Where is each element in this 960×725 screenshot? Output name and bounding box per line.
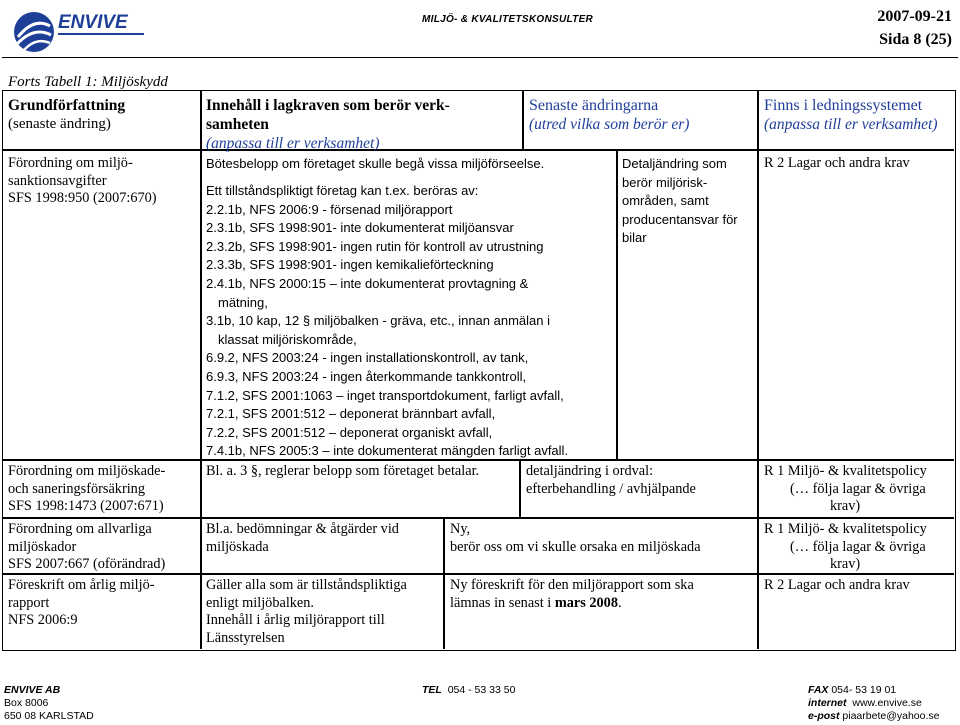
brand-tagline: MILJÖ- & KVALITETSKONSULTER [422,14,594,25]
content-cell: Ett tillståndspliktigt företag kan t.ex. beröras av: 2.2.1b, NFS 2006:9 - försenad miljörapport 2.3.1b, SFS 1998:901- inte dokumenterat miljöansvar 2.3.2b, SFS 1998:901- ingen rutin för kontroll av utrustning 2.3.3b, SFS 1998:901- ingen kemikalieförteckning 2.4.1b, NFS 2000:15 – inte dokumenterat provtagning & mätning, 3.1b, 10 kap, 12 § miljöbalken - gräva, etc., innan anmälan i klassat miljöriskområde, 6.9.2, NFS 2003:24 - ingen installationskontroll, av tank, 6.9.3, NFS 2003:24 - ingen återkommande tankkontroll, 7.1.2, SFS 2001:1063 – inget transportdokument, farligt avfall, 7.2.1, SFS 2001:512 – deponerat brännbart avfall, 7.2.2, SFS 2001:512 – deponerat organiskt avfall, 7.4.1b, NFS 2005:3 – inte dokumenterat mängden farligt avfall. [206,183,569,459]
page-number: Sida 8 (25) [879,31,952,48]
column-divider [519,459,521,517]
column-header-system: Finns i ledningssystemet (anpassa till er verksamhet) [764,97,938,133]
column-divider [522,91,524,149]
website-link[interactable]: www.envive.se [852,697,922,709]
column-header-changes: Senaste ändringarna (utred vilka som berör er) [529,97,690,133]
content-cell: Bl. a. 3 §, reglerar belopp som företaget betalar. [206,463,480,479]
column-divider [757,91,759,649]
envive-logo [4,4,150,58]
system-cell: R 1 Miljö- & kvalitetspolicy (… följa lagar & övriga krav) [764,463,927,514]
changes-cell: detaljändring i ordval: efterbehandling / avhjälpande [526,463,696,497]
system-cell: R 2 Lagar och andra krav [764,155,910,171]
system-cell: R 2 Lagar och andra krav [764,577,910,593]
law-cell: Förordning om miljö- sanktionsavgifter SFS 1998:950 (2007:670) [8,155,157,206]
header-divider [2,57,958,58]
logo-text: ENVIVE [58,12,128,33]
column-divider [200,91,202,649]
content-cell: Gäller alla som är tillståndspliktiga enligt miljöbalken. Innehåll i årlig miljörapport till Länsstyrelsen [206,577,407,646]
legal-requirements-table [2,90,956,651]
footer-contact: FAX 054- 53 19 01 internet www.envive.se e-post piaarbete@yahoo.se [808,684,940,722]
header-row-divider [3,149,954,151]
table-caption: Forts Tabell 1: Miljöskydd [8,74,168,90]
column-divider [616,149,618,459]
content-intro: Bötesbelopp om företaget skulle begå vissa miljöförseelse. [206,156,545,171]
column-divider [443,517,445,649]
email-link[interactable]: piaarbete@yahoo.se [842,710,940,722]
law-cell: Föreskrift om årlig miljö- rapport NFS 2006:9 [8,577,155,628]
changes-cell: Ny föreskrift för den miljörapport som ska lämnas in senast i mars 2008. [450,577,694,611]
footer-company: ENVIVE AB [4,684,61,696]
footer-phone: TEL 054 - 53 33 50 [422,684,516,696]
document-date: 2007-09-21 [877,8,952,25]
column-header-content: Innehåll i lagkraven som berör verk- samheten (anpassa till er verksamhet) [206,97,450,152]
law-cell: Förordning om allvarliga miljöskador SFS 2007:667 (oförändrad) [8,521,166,572]
row-divider [3,517,954,519]
content-cell: Bl.a. bedömningar & åtgärder vid miljöskada [206,521,399,555]
footer-address: ENVIVE AB Box 8006 650 08 KARLSTAD [4,684,94,722]
law-cell: Förordning om miljöskade- och saneringsförsäkring SFS 1998:1473 (2007:671) [8,463,166,514]
system-cell: R 1 Miljö- & kvalitetspolicy (… följa lagar & övriga krav) [764,521,927,572]
column-header-law: Grundförfattning (senaste ändring) [8,97,126,132]
changes-cell: Ny, berör oss om vi skulle orsaka en miljöskada [450,521,701,555]
changes-cell: Detaljändring som berör miljörisk- områden, samt producentansvar för bilar [622,156,738,245]
